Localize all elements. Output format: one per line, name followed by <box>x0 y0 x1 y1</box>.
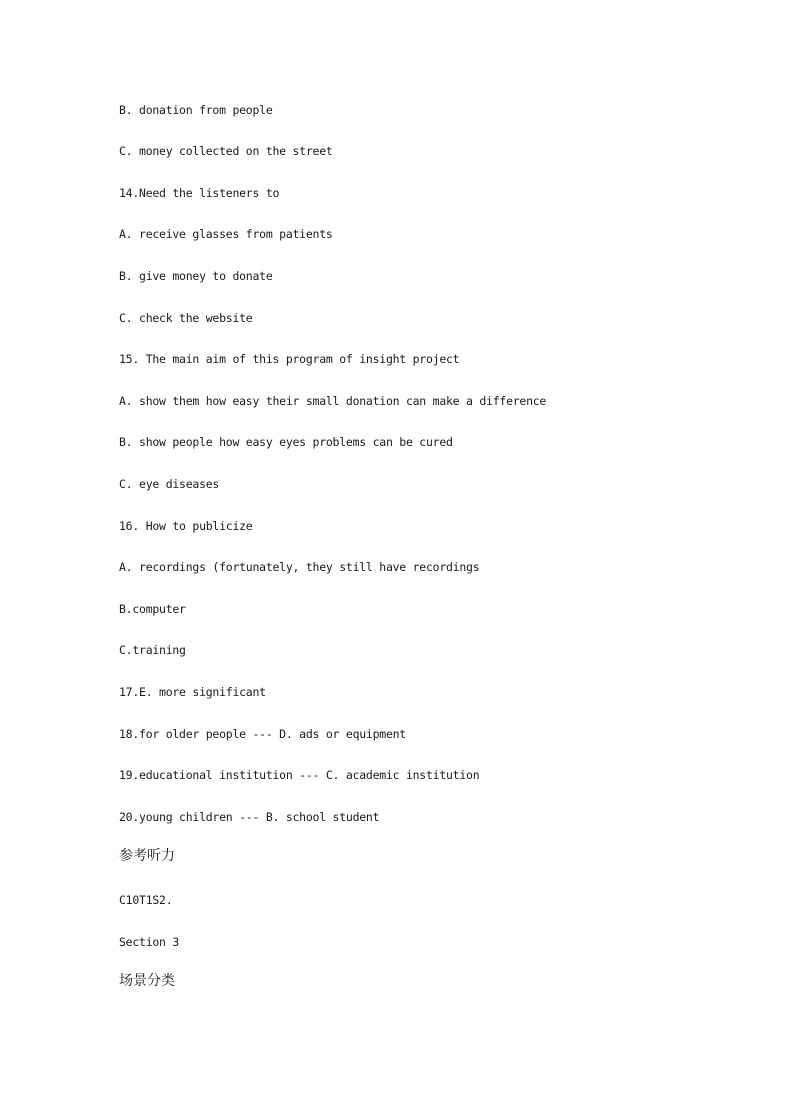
answer-option-14b: B. give money to donate <box>119 269 273 283</box>
scene-classification-heading: 场景分类 <box>119 973 175 989</box>
answer-option-15a: A. show them how easy their small donation can make a difference <box>119 394 547 408</box>
answer-19: 19.educational institution --- C. academic institution <box>119 768 480 782</box>
question-14: 14.Need the listeners to <box>119 186 280 200</box>
answer-18: 18.for older people --- D. ads or equipment <box>119 727 406 741</box>
answer-option-16a: A. recordings (fortunately, they still have recordings <box>119 560 480 574</box>
reference-listening-heading: 参考听力 <box>119 848 175 864</box>
answer-option-13b: B. donation from people <box>119 103 273 117</box>
question-16: 16. How to publicize <box>119 519 253 533</box>
answer-17: 17.E. more significant <box>119 685 266 699</box>
answer-option-13c: C. money collected on the street <box>119 144 333 158</box>
answer-option-16c: C.training <box>119 643 186 657</box>
section-label: Section 3 <box>119 935 180 949</box>
answer-option-15c: C. eye diseases <box>119 477 220 491</box>
test-code: C10T1S2. <box>119 893 173 907</box>
answer-option-14c: C. check the website <box>119 311 253 325</box>
answer-option-15b: B. show people how easy eyes problems can be cured <box>119 435 453 449</box>
answer-20: 20.young children --- B. school student <box>119 810 380 824</box>
answer-option-16b: B.computer <box>119 602 186 616</box>
answer-option-14a: A. receive glasses from patients <box>119 227 333 241</box>
question-15: 15. The main aim of this program of insight project <box>119 352 460 366</box>
